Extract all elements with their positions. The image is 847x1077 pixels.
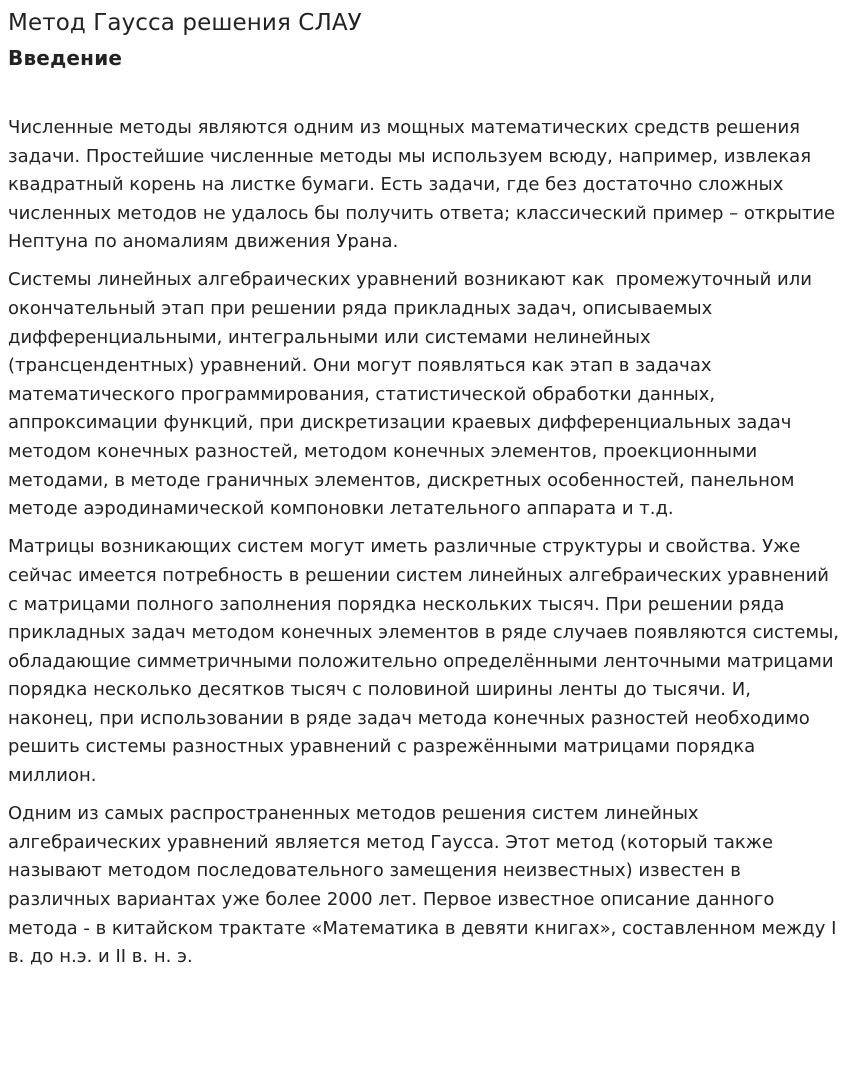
- paragraph-gauss-method: Одним из самых распространенных методов решения систем линейных алгебраических уравнений является метод Гаусса. Этот метод (который также называют методом последовательного замещения неизвестных) известен в различных вариантах уже более 2000 лет. Первое известное описание данного метода - в китайском трактате «Математика в девяти книгах», составленном между I в. до н.э. и II в. н. э.: [8, 803, 843, 968]
- paragraph-matrix-structures: Матрицы возникающих систем могут иметь различные структуры и свойства. Уже сейчас имеется потребность в решении систем линейных алгебраических уравнений с матрицами полного заполнения порядка нескольких тысяч. При решении ряда прикладных задач методом конечных элементов в ряде случаев появляются системы, обладающие симметричными положительно определёнными ленточными матрицами порядка несколько десятков тысяч с половиной ширины ленты до тысячи. И, наконец, при использовании в ряде задач метода конечных разностей необходимо решить системы разностных уравнений с разрежёнными матрицами порядка миллион.: [8, 536, 845, 787]
- section-heading-introduction: Введение: [8, 46, 123, 70]
- paragraph-numerical-methods: Численные методы являются одним из мощных математических средств решения задачи. Простейшие численные методы мы используем всюду, например, извлекая квадратный корень на листке бумаги. Есть задачи, где без достаточно сложных численных методов не удалось бы получить ответа; классический пример – открытие Нептуна по аномалиям движения Урана.: [8, 117, 841, 253]
- page-title: Метод Гаусса решения СЛАУ: [8, 10, 362, 36]
- paragraph-linear-systems: Системы линейных алгебраических уравнений возникают как промежуточный или окончательный этап при решении ряда прикладных задач, описываемых дифференциальными, интегральными или системами нелинейных (трансцендентных) уравнений. Они могут появляться как этап в задачах математического программирования, статистической обработки данных, аппроксимации функций, при дискретизации краевых дифференциальных задач методом конечных разностей, методом конечных элементов, проекционными методами, в методе граничных элементов, дискретных особенностей, панельном методе аэродинамической компоновки летательного аппарата и т.д.: [8, 269, 818, 520]
- document-body: [8, 114, 845, 972]
